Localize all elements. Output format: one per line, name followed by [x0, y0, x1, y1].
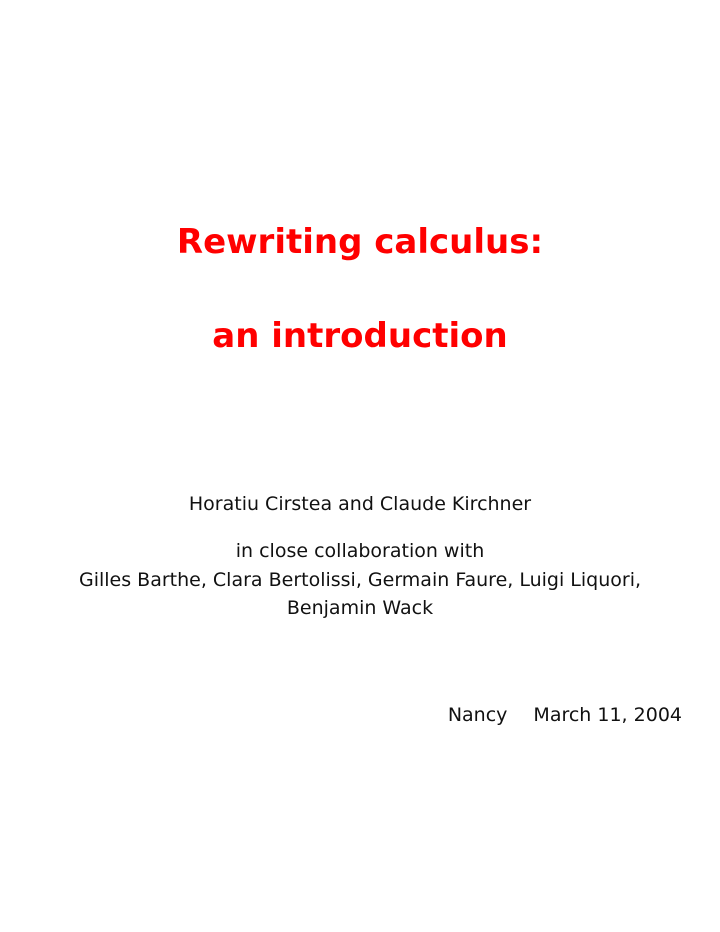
- footer-place: Nancy: [447, 704, 508, 726]
- slide-title-line-1: Rewriting calculus:: [176, 222, 544, 262]
- collaborators-line-2: Benjamin Wack: [286, 597, 434, 619]
- footer: [448, 703, 682, 727]
- collaborators-line-1: Gilles Barthe, Clara Bertolissi, Germain Faure, Luigi Liquori,: [78, 569, 642, 591]
- footer-date: March 11, 2004: [533, 704, 682, 726]
- authors: Horatiu Cirstea and Claude Kirchner: [188, 493, 532, 515]
- collaboration-intro: in close collaboration with: [235, 540, 485, 562]
- slide-title-line-2: an introduction: [212, 316, 508, 356]
